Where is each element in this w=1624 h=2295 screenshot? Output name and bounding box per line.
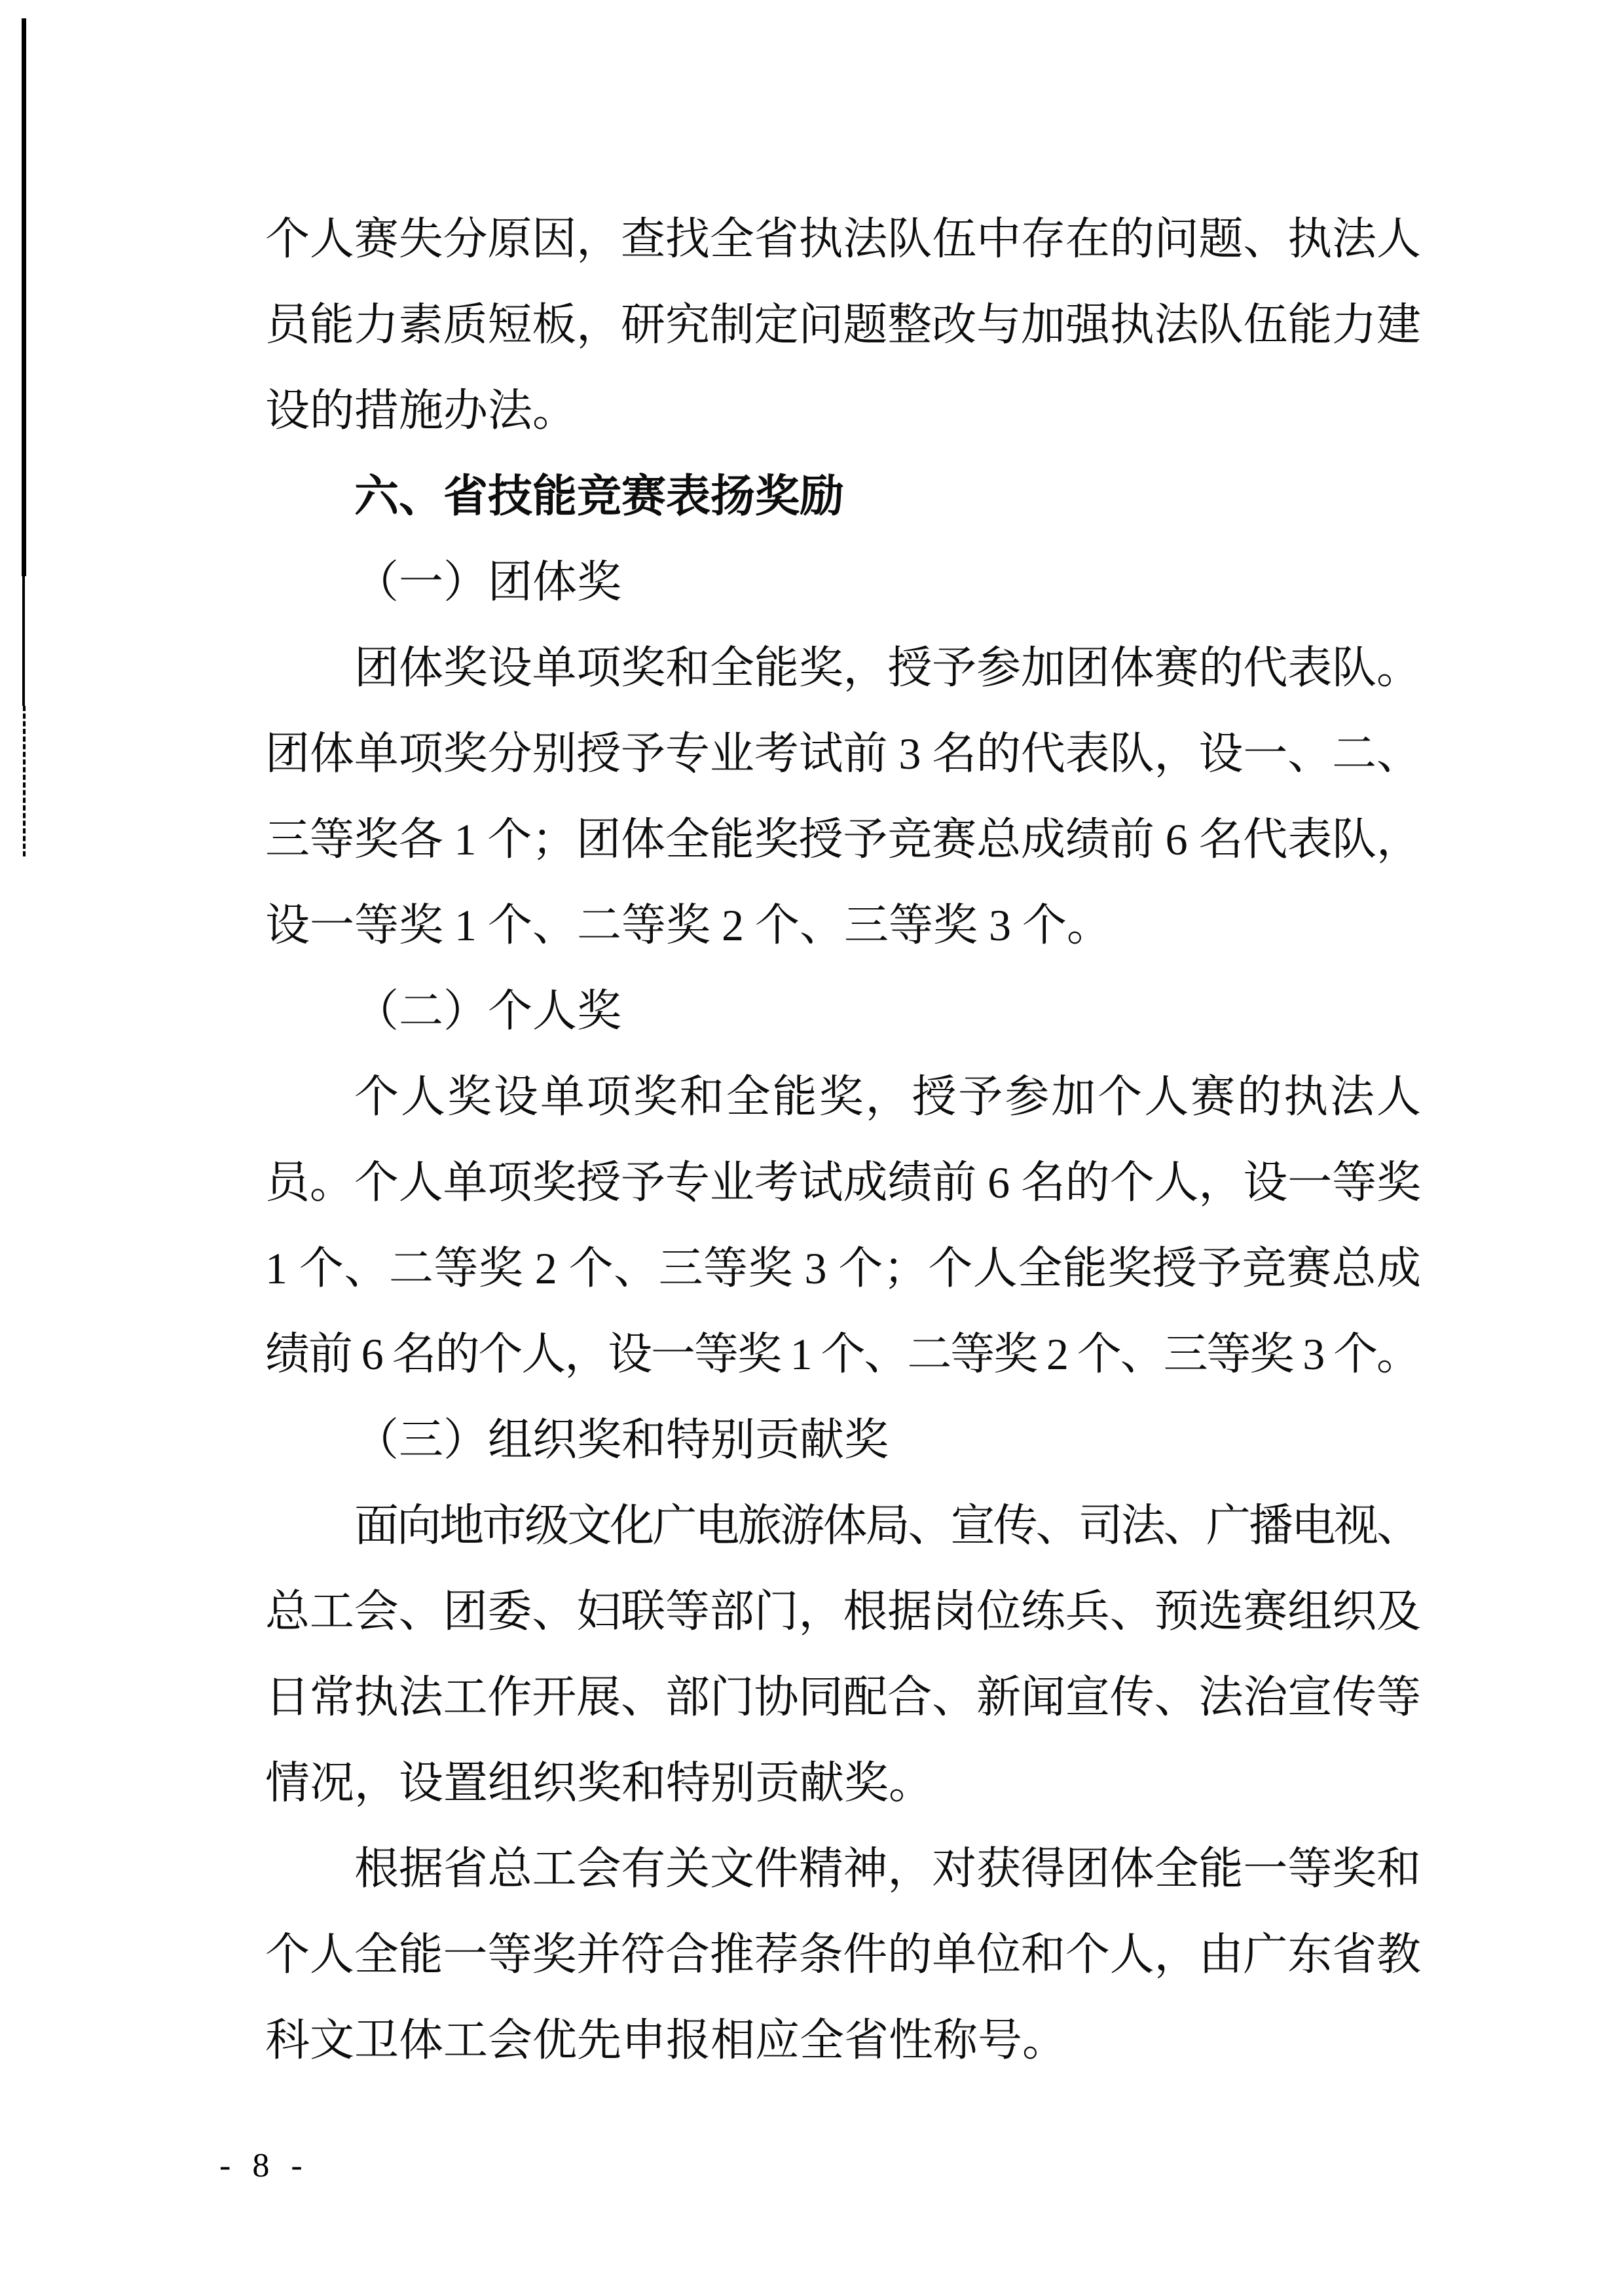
text-line-content: （三）组织奖和特别贡献奖	[354, 1415, 889, 1465]
text-line-content: 团体单项奖分别授予专业考试前 3 名的代表队，设一、二、	[265, 729, 1421, 779]
text-line-content: 情况，设置组织奖和特别贡献奖。	[265, 1758, 934, 1808]
text-line-content: 个人全能一等奖并符合推荐条件的单位和个人，由广东省教	[265, 1930, 1421, 1979]
text-line	[265, 625, 1421, 711]
text-line	[265, 1312, 1421, 1397]
text-line	[265, 368, 1421, 454]
text-line-content: 设的措施办法。	[265, 386, 578, 435]
text-line	[265, 1998, 1421, 2084]
text-line-content: 六、省技能竞赛表扬奖励	[354, 471, 845, 521]
scan-edge-artifact-dashed	[23, 706, 26, 856]
text-line-content: 个人赛失分原因，查找全省执法队伍中存在的问题、执法人	[265, 214, 1421, 264]
text-line-content: 团体奖设单项奖和全能奖，授予参加团体赛的代表队。	[354, 643, 1421, 693]
text-line-content: （一）团体奖	[354, 557, 622, 607]
text-line	[265, 1226, 1421, 1312]
text-line	[265, 1054, 1421, 1140]
text-line-content: （二）个人奖	[354, 986, 622, 1036]
text-line-content: 科文卫体工会优先申报相应全省性称号。	[265, 2015, 1067, 2065]
text-line-content: 设一等奖 1 个、二等奖 2 个、三等奖 3 个。	[265, 900, 1112, 950]
text-line	[265, 1826, 1421, 1912]
heading2-line	[265, 968, 1421, 1054]
scan-edge-artifact-thin	[22, 575, 25, 706]
text-line-content: 根据省总工会有关文件精神，对获得团体全能一等奖和	[354, 1844, 1421, 1894]
text-line	[265, 282, 1421, 368]
text-line	[265, 797, 1421, 883]
text-line	[265, 1569, 1421, 1655]
text-line	[265, 1740, 1421, 1826]
text-line	[265, 1140, 1421, 1226]
page-number: - 8 -	[219, 2147, 309, 2184]
text-line	[265, 1655, 1421, 1740]
text-line-content: 总工会、团委、妇联等部门，根据岗位练兵、预选赛组织及	[265, 1587, 1421, 1636]
heading1-line	[265, 454, 1421, 540]
text-line	[265, 883, 1421, 968]
text-line	[265, 1483, 1421, 1569]
scan-edge-artifact-solid	[22, 18, 26, 576]
text-line-content: 绩前 6 名的个人，设一等奖 1 个、二等奖 2 个、三等奖 3 个。	[265, 1329, 1420, 1379]
text-line-content: 面向地市级文化广电旅游体局、宣传、司法、广播电视、	[354, 1501, 1420, 1551]
text-line-content: 1 个、二等奖 2 个、三等奖 3 个；个人全能奖授予竞赛总成	[265, 1243, 1422, 1293]
text-line-content: 个人奖设单项奖和全能奖，授予参加个人赛的执法人	[354, 1072, 1423, 1122]
text-line-content: 员。个人单项奖授予专业考试成绩前 6 名的个人，设一等奖	[265, 1158, 1421, 1207]
text-line	[265, 711, 1421, 797]
document-body	[265, 196, 1421, 2084]
text-line	[265, 1912, 1421, 1998]
text-line-content: 三等奖各 1 个；团体全能奖授予竞赛总成绩前 6 名代表队，	[265, 815, 1421, 864]
text-line-content: 日常执法工作开展、部门协同配合、新闻宣传、法治宣传等	[265, 1672, 1421, 1722]
text-line	[265, 196, 1421, 282]
heading2-line	[265, 540, 1421, 625]
text-line-content: 员能力素质短板，研究制定问题整改与加强执法队伍能力建	[265, 300, 1421, 350]
heading2-line	[265, 1397, 1421, 1483]
